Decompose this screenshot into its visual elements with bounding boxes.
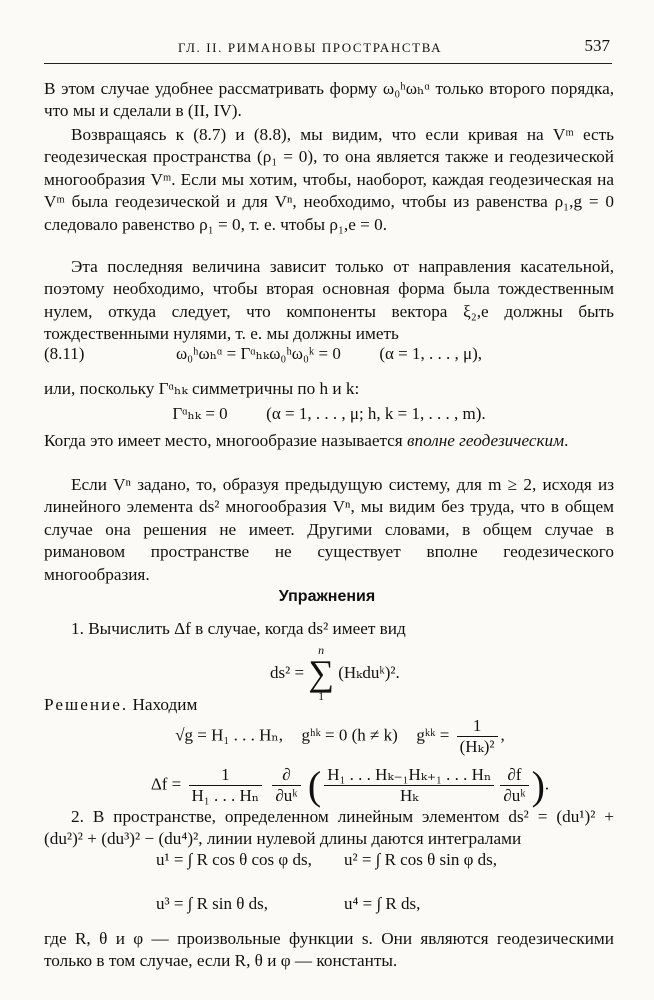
integral-u2: u² = ∫ R cos θ sin φ ds, xyxy=(344,850,497,869)
fraction-h: $\frac{\text{H₁ . . . Hₖ₋₁Hₖ₊₁ . . . Hₙ}}{\text{Hₖ}}$ xyxy=(324,765,494,806)
fraction-1: $\frac{1}{\text{H₁ . . . Hₙ}}$ xyxy=(189,765,263,806)
left-paren: ( xyxy=(307,763,322,808)
solution-text: Находим xyxy=(128,695,198,714)
solution-formula-2 xyxy=(100,762,600,809)
solution-label: Решение. xyxy=(44,695,129,714)
paragraph-5 xyxy=(44,430,614,452)
paragraph-6: Если Vⁿ задано, то, образуя предыдущую систему, для m ≥ 2, исходя из линейного элемента ds² многообразия Vⁿ, мы видим без труда, что в общем случае она решения не имеет. Другими словами, в общем случае в римановом пространстве не существует вполне геодезического многообразия. xyxy=(44,475,614,584)
paragraph-2: Возвращаясь к (8.7) и (8.8), мы видим, что если кривая на Vᵐ есть геодезическая пространства (ρ₁ = 0), то она является также и геодезической многообразия Vᵐ. Если мы хотим, чтобы, наоборот, каждая геодезическая на Vᵐ была геодезической и для Vⁿ, необходимо, чтобы из равенства ρ₁,g = 0 следовало равенство ρ₁ = 0, т. е. чтобы ρ₁,e = 0. xyxy=(44,125,614,234)
ex1-rhs: (Hₖduᵏ)². xyxy=(338,663,400,682)
paragraph-1: В этом случае удобнее рассматривать форму ω₀ʰωₕᵅ только второго порядка, что мы и сделали в (II, IV). xyxy=(44,79,614,121)
solution-line xyxy=(44,694,614,716)
ex1-lhs: ds² = xyxy=(270,663,305,682)
g-kk-fraction: $\frac{1}{\text{(Hₖ)²}}$ xyxy=(457,716,498,757)
gamma-zero-range: (α = 1, . . . , μ; h, k = 1, . . . , m). xyxy=(266,404,486,423)
solution-formula-1 xyxy=(90,716,590,757)
equation-8-11 xyxy=(44,344,614,364)
equation-8-11-formula: ω₀ʰωₕᵅ = Γᵅₕₖω₀ʰω₀ᵏ = 0 xyxy=(175,344,341,363)
gamma-zero-formula: Γᵅₕₖ = 0 xyxy=(172,404,228,423)
exercise-2-conclusion: где R, θ и φ — произвольные функции s. Они являются геодезическими только в том случае, если R, θ и φ — константы. xyxy=(44,929,614,971)
exercises-heading: Упражнения xyxy=(278,588,376,605)
period: . xyxy=(544,774,550,794)
paragraph-5-text: Когда это имеет место, многообразие называется xyxy=(44,431,408,450)
header-rule xyxy=(44,63,612,64)
equation-8-11-range: (α = 1, . . . , μ), xyxy=(379,344,483,363)
integral-u4: u⁴ = ∫ R ds, xyxy=(344,894,421,913)
integral-u3: u³ = ∫ R sin θ ds, xyxy=(156,894,269,913)
delta-f: Δf = xyxy=(150,774,182,794)
sqrt-g: √g = H₁ . . . Hₙ, xyxy=(175,725,283,745)
exercise-1: 1. Вычислить Δf в случае, когда ds² имеет вид xyxy=(71,619,406,638)
paragraph-4: или, поскольку Γᵅₕₖ симметричны по h и k: xyxy=(44,379,360,398)
sum-sign: ∑ xyxy=(308,653,334,693)
g-hk: gʰᵏ = 0 (h ≠ k) xyxy=(301,725,398,745)
right-paren: ) xyxy=(531,763,545,808)
running-header: ГЛ. II. РИМАНОВЫ ПРОСТРАНСТВА xyxy=(178,40,443,55)
paragraph-3: Эта последняя величина зависит только от направления касательной, поэтому необходимо, чтобы вторая основная форма была тождественным нулем, откуда следует, что компоненты вектора ξ₂,e должны быть тождественными нулями, т. е. мы должны иметь xyxy=(44,257,614,344)
equation-8-11-label: (8.11) xyxy=(44,344,85,363)
sum-lower-limit: 1 xyxy=(318,689,325,703)
paragraph-5-end: . xyxy=(564,431,569,450)
sum-upper-limit: n xyxy=(318,643,325,657)
g-kk: gᵏᵏ = xyxy=(416,725,450,745)
fraction-df: $\frac{\partial f}{\text{∂uᵏ}}$ xyxy=(500,765,528,806)
term-totally-geodesic: вполне геодезическим xyxy=(407,431,565,450)
page-number: 537 xyxy=(584,36,610,55)
equation-gamma-zero xyxy=(44,404,614,424)
comma: , xyxy=(500,725,505,745)
fraction-partial: $\frac{\partial}{\text{∂uᵏ}}$ xyxy=(272,765,300,806)
exercise-2: 2. В пространстве, определенном линейным элементом ds² = (du¹)² + (du²)² + (du³)² − (du⁴)², линии нулевой длины даются интегралами xyxy=(44,807,614,849)
integral-u1: u¹ = ∫ R cos θ cos φ ds, xyxy=(156,850,312,869)
